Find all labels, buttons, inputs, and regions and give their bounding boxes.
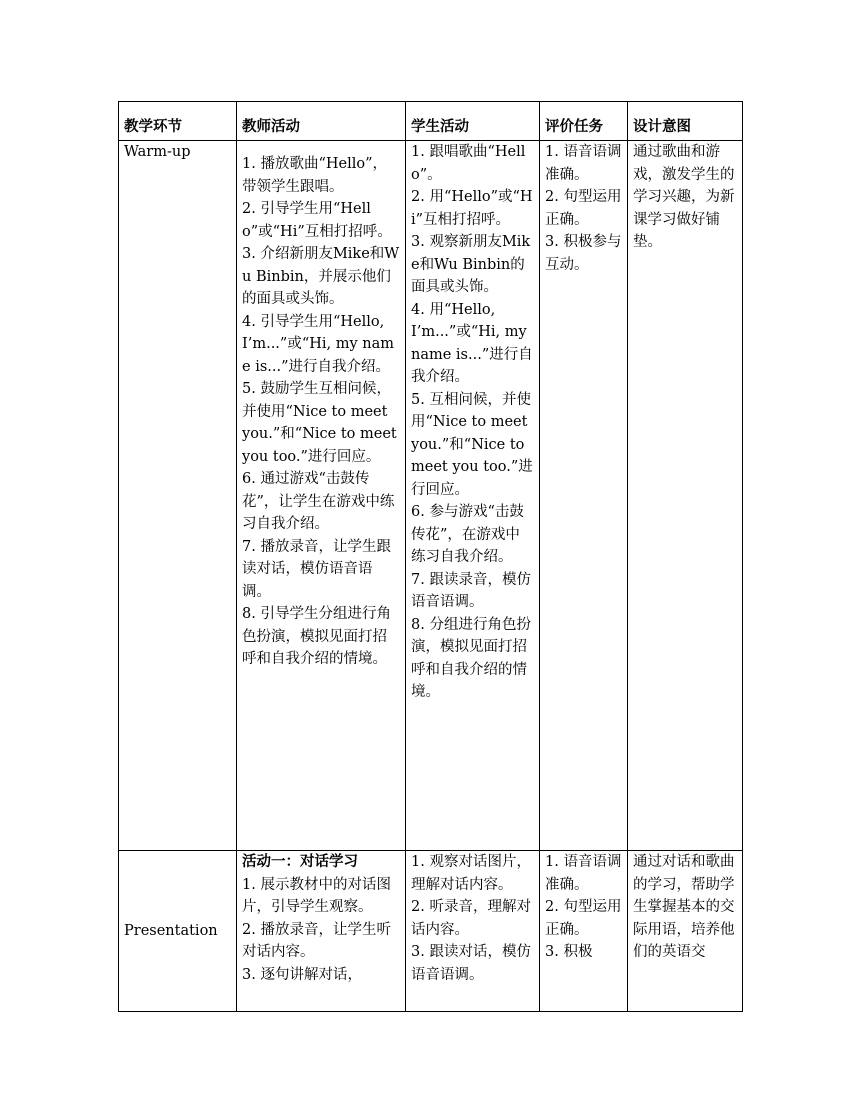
header-student-activity: 学生活动 xyxy=(406,102,540,141)
student-step: 7. 跟读录音，模仿语音语调。 xyxy=(411,571,531,610)
student-activity-cell xyxy=(406,851,540,1012)
student-step: 4. 用“Hello, I’m...”或“Hi, my name is...”进行自我介绍。 xyxy=(411,301,533,385)
teacher-step: 3. 逐句讲解对话， xyxy=(242,966,362,983)
stage-cell: Warm-up xyxy=(119,141,237,851)
teacher-step: 1. 播放歌曲“Hello”，带领学生跟唱。 xyxy=(242,156,387,195)
evaluation-item: 3. 积极 xyxy=(545,944,593,960)
activity-heading: 活动一：对话学习 xyxy=(242,853,358,870)
table-row-warmup xyxy=(119,141,743,851)
student-step: 3. 观察新朋友Mike和Wu Binbin的面具或头饰。 xyxy=(411,234,531,295)
table-row-presentation xyxy=(119,851,743,1012)
header-teacher-activity: 教师活动 xyxy=(237,102,406,141)
design-intent-cell: 通过对话和歌曲的学习，帮助学生掌握基本的交际用语，培养他们的英语交 xyxy=(628,851,743,1012)
teacher-step: 4. 引导学生用“Hello, I’m...”或“Hi, my name is...”进行自我介绍。 xyxy=(242,313,395,375)
evaluation-item: 2. 句型运用正确。 xyxy=(545,189,622,228)
teacher-step: 3. 介绍新朋友Mike和Wu Binbin，并展示他们的面具或头饰。 xyxy=(242,246,400,307)
teacher-step: 5. 鼓励学生互相问候，并使用“Nice to meet you.”和“Nice to meet you too.”进行回应。 xyxy=(242,381,397,465)
student-step: 1. 跟唱歌曲“Hello”。 xyxy=(411,144,526,183)
teacher-step: 7. 播放录音，让学生跟读对话，模仿语音语调。 xyxy=(242,538,391,600)
student-step: 5. 互相问候，并使用“Nice to meet you.”和“Nice to meet you too.”进行回应。 xyxy=(411,391,533,498)
teacher-step: 8. 引导学生分组进行角色扮演，模拟见面打招呼和自我介绍的情境。 xyxy=(242,606,391,667)
evaluation-item: 3. 积极参与互动。 xyxy=(545,234,622,273)
header-stage: 教学环节 xyxy=(119,102,237,141)
student-step: 2. 用“Hello”或“Hi”互相打招呼。 xyxy=(411,189,533,228)
design-intent-cell: 通过歌曲和游戏，激发学生的学习兴趣，为新课学习做好铺垫。 xyxy=(628,141,743,851)
student-activity-cell xyxy=(406,141,540,851)
teacher-step: 2. 播放录音，让学生听对话内容。 xyxy=(242,921,391,960)
student-step: 8. 分组进行角色扮演，模拟见面打招呼和自我介绍的情境。 xyxy=(411,616,531,700)
evaluation-item: 1. 语音语调准确。 xyxy=(545,854,622,893)
stage-cell: Presentation xyxy=(119,851,237,1012)
evaluation-item: 2. 句型运用正确。 xyxy=(545,899,622,938)
teacher-activity-cell xyxy=(237,141,406,851)
header-design-intent: 设计意图 xyxy=(628,102,743,141)
teacher-step: 2. 引导学生用“Hello”或“Hi”互相打招呼。 xyxy=(242,201,392,240)
lesson-plan-table xyxy=(118,101,743,1012)
teacher-step: 6. 通过游戏“击鼓传花”，让学生在游戏中练习自我介绍。 xyxy=(242,471,395,532)
header-evaluation: 评价任务 xyxy=(540,102,628,141)
header-row xyxy=(119,102,743,141)
student-step: 1. 观察对话图片，理解对话内容。 xyxy=(411,854,531,893)
evaluation-item: 1. 语音语调准确。 xyxy=(545,144,622,183)
teacher-activity-cell xyxy=(237,851,406,1012)
student-step: 3. 跟读对话，模仿语音语调。 xyxy=(411,944,531,983)
teacher-step: 1. 展示教材中的对话图片，引导学生观察。 xyxy=(242,876,391,915)
evaluation-cell xyxy=(540,141,628,851)
student-step: 2. 听录音，理解对话内容。 xyxy=(411,899,531,938)
evaluation-cell xyxy=(540,851,628,1012)
student-step: 6. 参与游戏“击鼓传花”，在游戏中练习自我介绍。 xyxy=(411,504,524,565)
